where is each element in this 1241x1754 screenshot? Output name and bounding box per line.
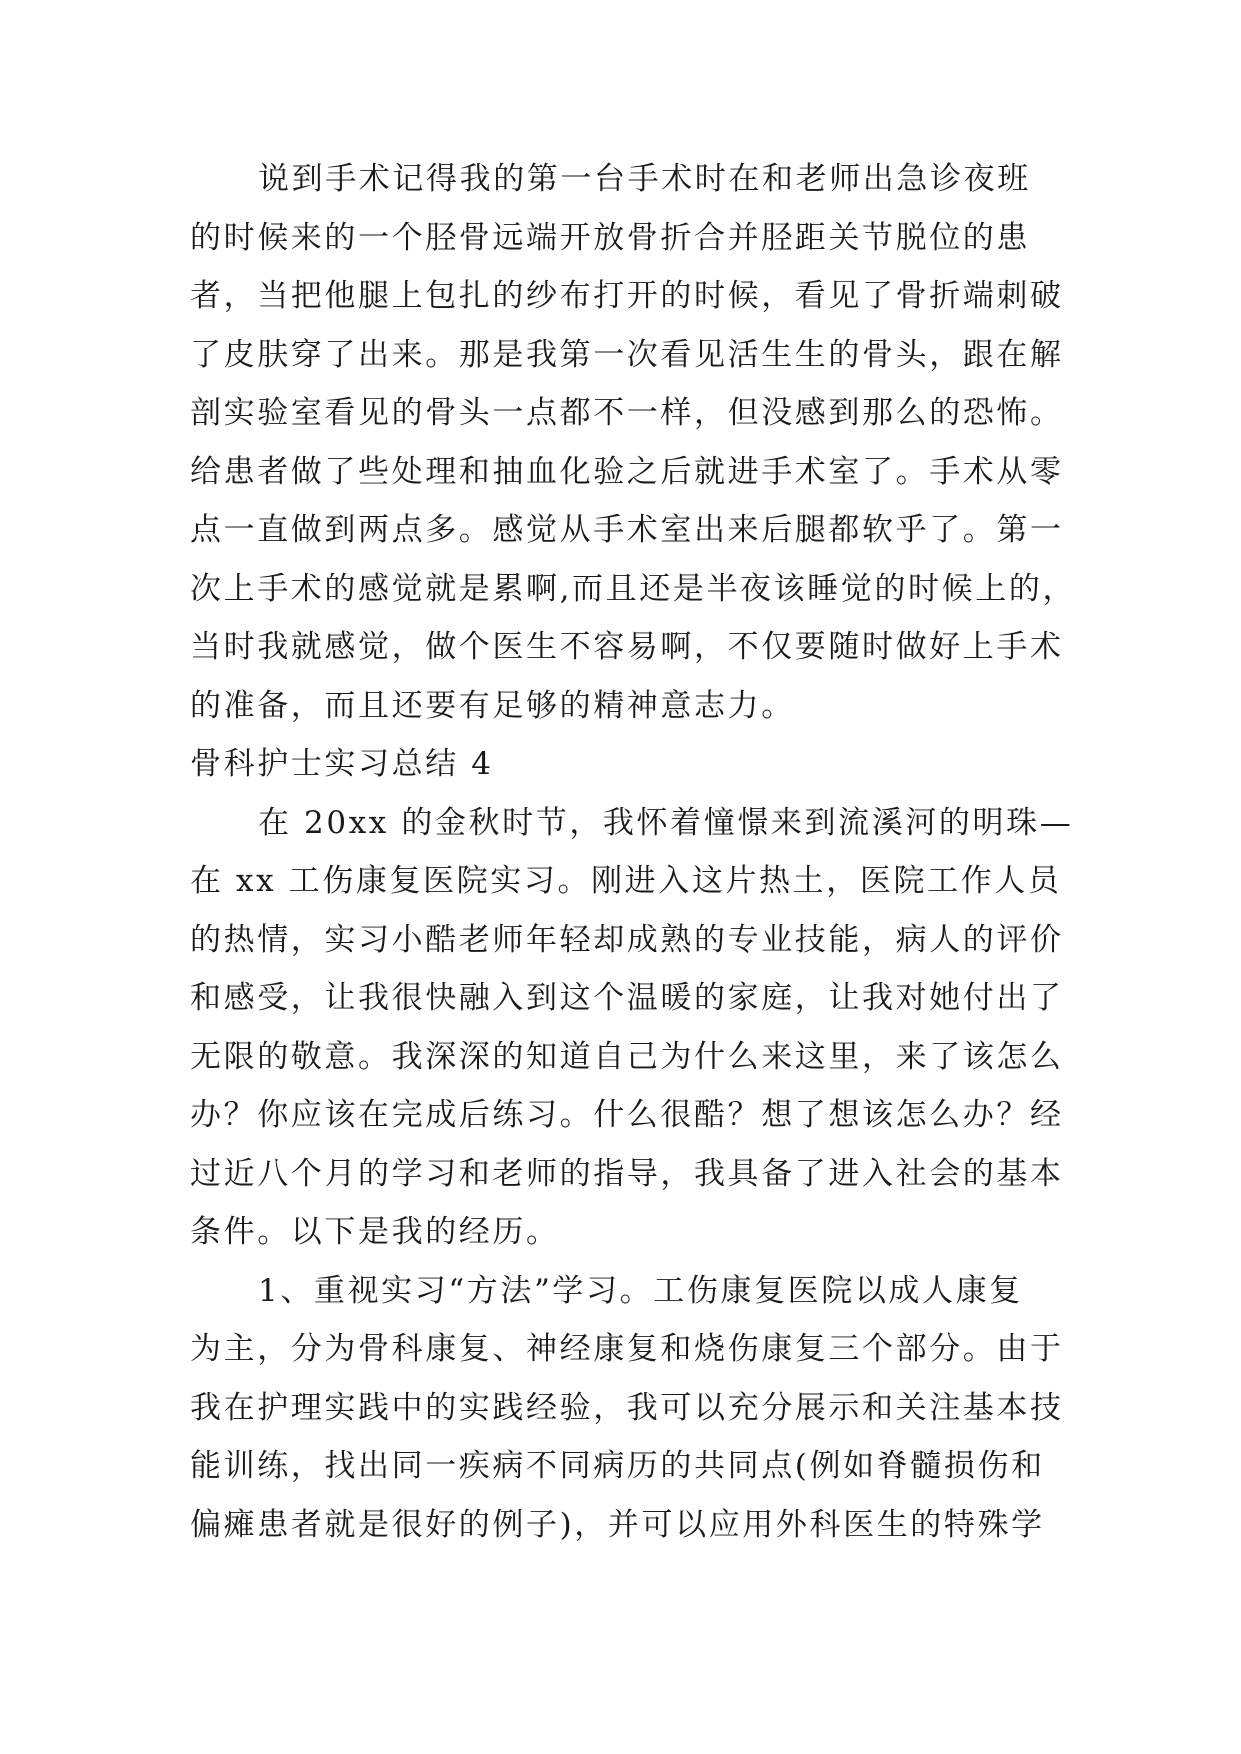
- paragraph-internship-intro: [190, 794, 1074, 1262]
- document-body: [190, 150, 1077, 1554]
- text-line: 条件。以下是我的经历。: [190, 1214, 560, 1250]
- text-line: 为主，分为骨科康复、神经康复和烧伤康复三个部分。由于: [190, 1331, 1064, 1367]
- text-line: 的准备，而且还要有足够的精神意志力。: [190, 687, 795, 724]
- text-line: 给患者做了些处理和抽血化验之后就进手术室了。手术从零: [190, 453, 1064, 490]
- text-line: 当时我就感觉，做个医生不容易啊，不仅要随时做好上手术: [190, 629, 1064, 665]
- text-line: 偏瘫患者就是很好的例子)，并可以应用外科医生的特殊学: [190, 1506, 1045, 1543]
- text-line: 说到手术记得我的第一台手术时在和老师出急诊夜班: [258, 161, 1031, 197]
- text-line: 了皮肤穿了出来。那是我第一次看见活生生的骨头，跟在解: [190, 336, 1064, 373]
- text-line: 点一直做到两点多。感觉从手术室出来后腿都软乎了。第一: [190, 512, 1064, 548]
- text-line: 我在护理实践中的实践经验，我可以充分展示和关注基本技: [190, 1389, 1064, 1426]
- text-line: 1、重视实习“方法”学习。工伤康复医院以成人康复: [258, 1272, 1023, 1309]
- text-line: 剖实验室看见的骨头一点都不一样，但没感到那么的恐怖。: [190, 395, 1064, 431]
- text-line: 办？你应该在完成后练习。什么很酷？想了想该怎么办？经: [190, 1097, 1064, 1133]
- paragraph-point-1: [190, 1262, 1070, 1555]
- text-line: 次上手术的感觉就是累啊,而且还是半夜该睡觉的时候上的，: [190, 570, 1077, 607]
- paragraph-surgery-memory: [190, 150, 1077, 735]
- text-line: 过近八个月的学习和老师的指导，我具备了进入社会的基本: [190, 1155, 1064, 1192]
- text-line: 无限的敬意。我深深的知道自己为什么来这里，来了该怎么: [190, 1038, 1064, 1075]
- section-heading: 骨科护士实习总结 4: [190, 746, 494, 782]
- text-line: 的热情，实习小酷老师年轻却成熟的专业技能，病人的评价: [190, 921, 1064, 958]
- text-line: 者，当把他腿上包扎的纱布打开的时候，看见了骨折端刺破: [190, 278, 1064, 314]
- text-line: 能训练，找出同一疾病不同病历的共同点(例如脊髓损伤和: [190, 1448, 1045, 1484]
- text-line: 在 20xx 的金秋时节，我怀着憧憬来到流溪河的明珠—: [258, 804, 1074, 841]
- text-line: 和感受，让我很快融入到这个温暖的家庭，让我对她付出了: [190, 980, 1064, 1016]
- text-line: 的时候来的一个胫骨远端开放骨折合并胫距关节脱位的患: [190, 219, 1030, 256]
- text-line: 在 xx 工伤康复医院实习。刚进入这片热土，医院工作人员: [190, 863, 1062, 899]
